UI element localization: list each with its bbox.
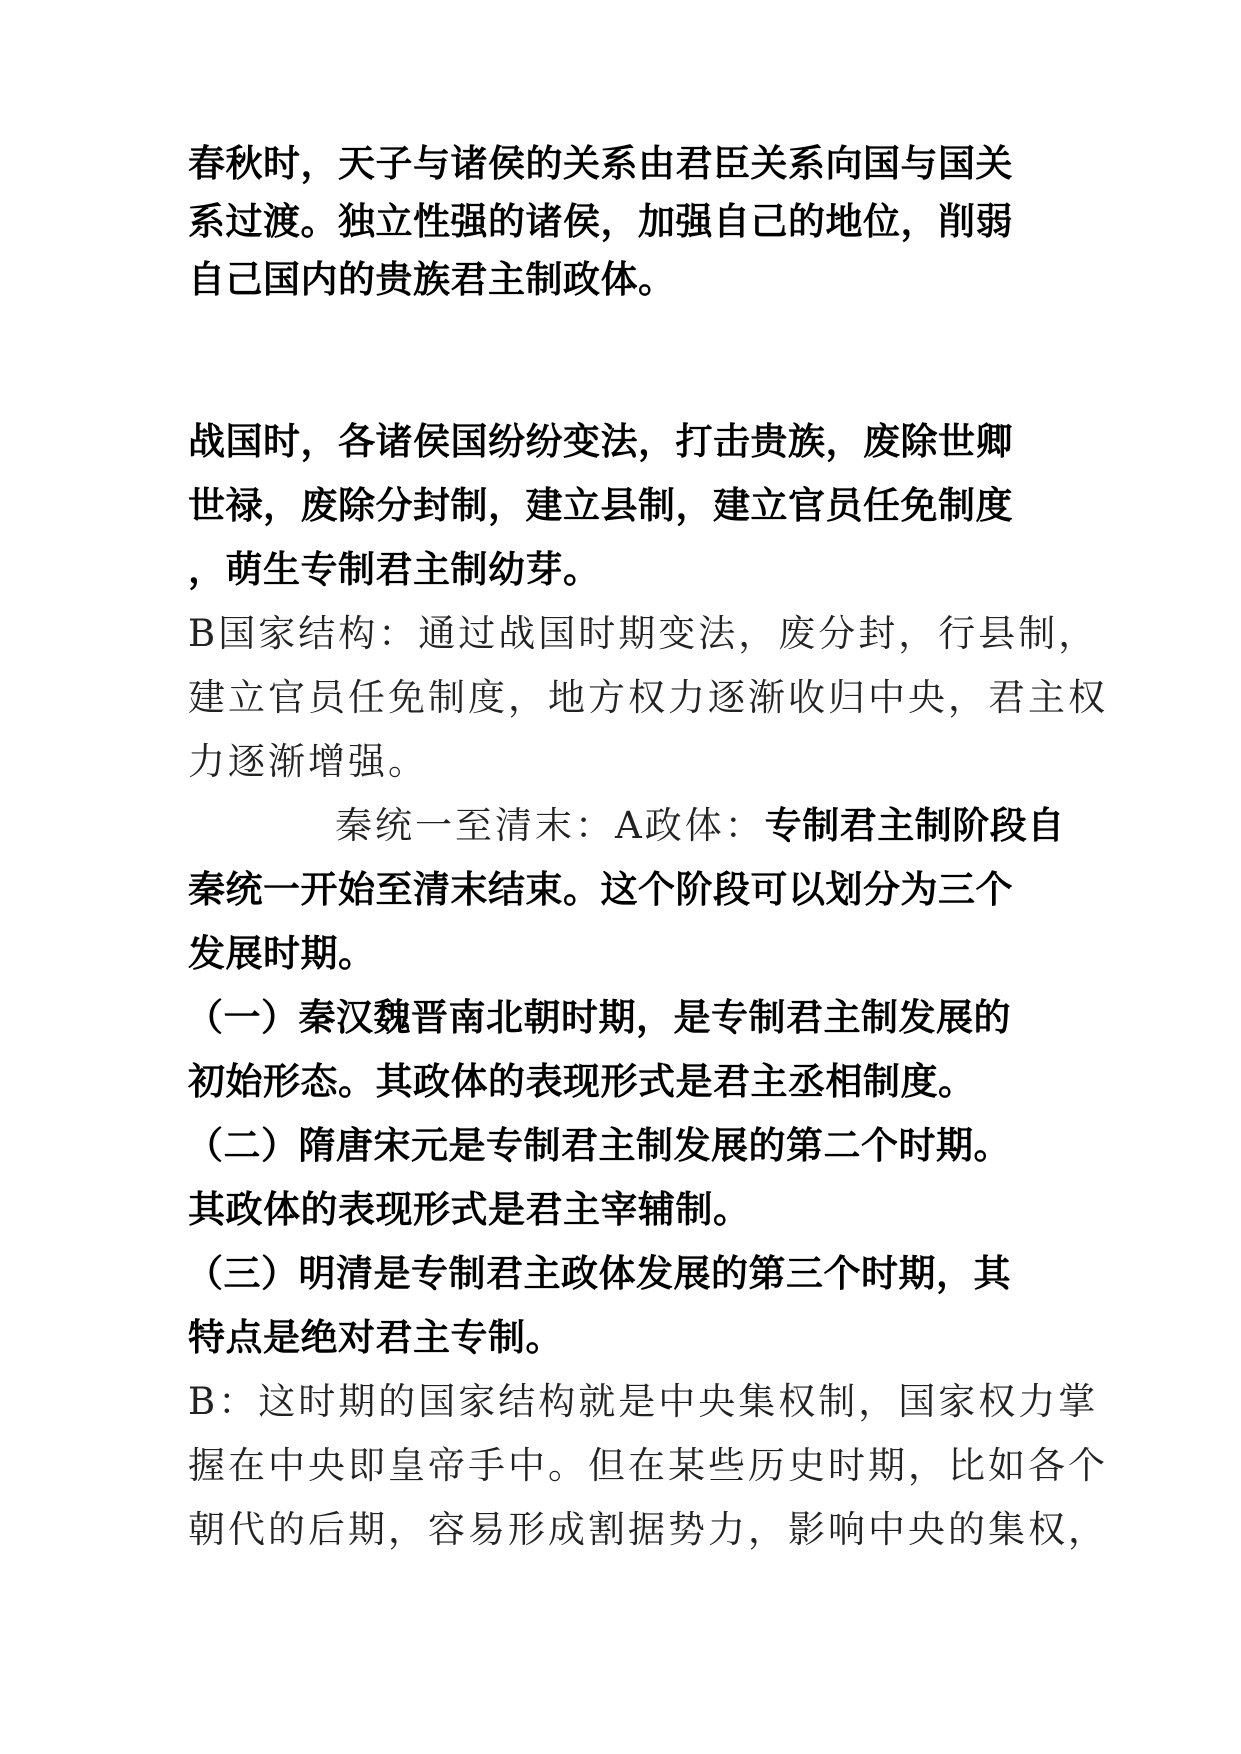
text-line-period-three-1: （三）明清是专制君主政体发展的第三个时期，其 — [186, 1252, 1011, 1295]
text-line-period-three-2: 特点是绝对君主专制。 — [188, 1316, 563, 1359]
text-line-chunqiu-2: 系过渡。独立性强的诸侯，加强自己的地位，削弱 — [188, 200, 1013, 243]
text-line-central-1: B：这时期的国家结构就是中央集权制，国家权力掌 — [188, 1380, 1099, 1423]
text-line-zhanguo-1: 战国时，各诸侯国纷纷变法，打击贵族，废除世卿 — [188, 420, 1013, 463]
text-line-period-two-1: （二）隋唐宋元是专制君主制发展的第二个时期。 — [186, 1124, 1011, 1167]
text-line-structure-3: 力逐渐增强。 — [188, 740, 428, 783]
text-line-central-3: 朝代的后期，容易形成割据势力，影响中央的集权， — [188, 1508, 1108, 1551]
text-line-period-one-1: （一）秦汉魏晋南北朝时期，是专制君主制发展的 — [186, 996, 1011, 1039]
text-line-central-2: 握在中央即皇帝手中。但在某些历史时期，比如各个 — [188, 1444, 1108, 1487]
text-line-period-one-2: 初始形态。其政体的表现形式是君主丞相制度。 — [188, 1060, 976, 1103]
text-line-qin-2: 发展时期。 — [188, 932, 376, 975]
text-line-chunqiu-1: 春秋时，天子与诸侯的关系由君臣关系向国与国关 — [188, 142, 1013, 185]
text-line-qin-1: 秦统一开始至清末结束。这个阶段可以划分为三个 — [188, 868, 1013, 911]
text-line-zhanguo-3: ，萌生专制君主制幼芽。 — [188, 548, 601, 591]
text-line-structure-1: B国家结构：通过战国时期变法，废分封，行县制， — [188, 612, 1099, 655]
text-line-zhanguo-2: 世禄，废除分封制，建立县制，建立官员任免制度 — [188, 484, 1013, 527]
qin-heading-bold: 专制君主制阶段自 — [764, 804, 1065, 847]
text-line-chunqiu-3: 自己国内的贵族君主制政体。 — [188, 258, 676, 301]
text-line-qin-heading — [335, 804, 1065, 849]
text-line-structure-2: 建立官员任免制度，地方权力逐渐收归中央，君主权 — [188, 676, 1108, 719]
qin-heading-prefix: 秦统一至清末：A政体： — [335, 804, 765, 847]
text-line-period-two-2: 其政体的表现形式是君主宰辅制。 — [188, 1188, 751, 1231]
